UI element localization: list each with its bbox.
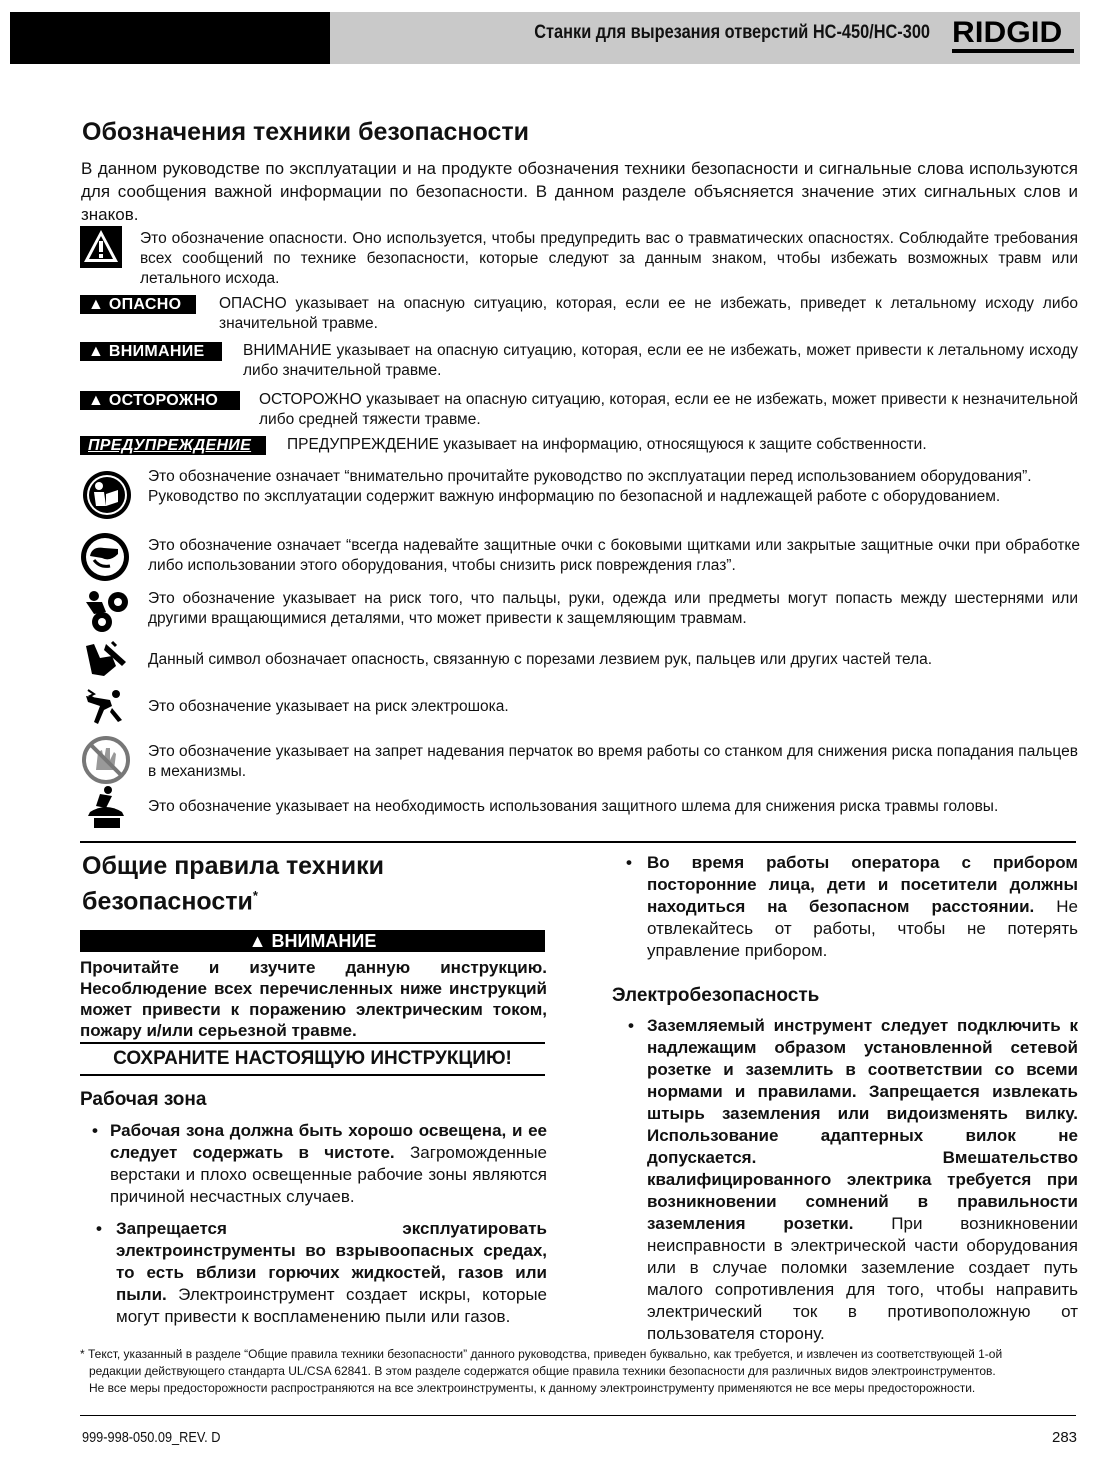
safety-symbols-heading: Обозначения техники безопасности xyxy=(82,118,529,146)
electric-shock-text: Это обозначение указывает на риск электрошока. xyxy=(148,698,509,715)
read-manual-text: Это обозначение означает “внимательно прочитайте руководство по эксплуатации перед использованием оборудования”. Руководство по эксплуатации содержит важную информацию по безопасной и надлежащей работе с оборудованием. xyxy=(148,468,1032,505)
bullet-dot: • xyxy=(92,1121,98,1140)
badge-warning: ▲ ВНИМАНИЕ xyxy=(80,342,222,361)
blade-cut-text: Данный символ обозначает опасность, связанную с порезами лезвием рук, пальцев или других частей тела. xyxy=(148,651,933,668)
footnote: * Текст, указанный в разделе “Общие правила техники безопасности” данного руководства, приведен буквально, как требуется, и извлечен из соответствующей 1-ой редакции действующего стандарта UL/CSA 62841. В этом разделе содержатся общие правила техники безопасности для различных видов электроинструментов. Не все меры предосторожности распространяются на все электроинструменты, к данному электроинструменту применяются не все меры предосторожности. xyxy=(80,1347,1003,1395)
badge-notice: ПРЕДУПРЕЖДЕНИЕ xyxy=(80,436,266,455)
page-number: 283 xyxy=(1052,1429,1078,1446)
footer-divider xyxy=(80,1415,1076,1416)
bullet-dot: • xyxy=(96,1219,102,1238)
read-manual-icon xyxy=(82,470,132,520)
badge-danger: ▲ ОПАСНО xyxy=(80,295,196,314)
work-area-item-2: Запрещается эксплуатировать электроинструменты во взрывоопасных средах, то есть вблизи горючих жидкостей, газов или пыли. Электроинструмент создает искры, которые могут привести к воспламенению пыли или газов. xyxy=(116,1219,547,1326)
general-warning-banner: ▲ ВНИМАНИЕ xyxy=(80,930,545,952)
electrical-heading: Электробезопасность xyxy=(612,985,820,1006)
warning-triangle-icon xyxy=(80,226,122,268)
work-area-heading: Рабочая зона xyxy=(80,1089,207,1110)
save-instructions-box: СОХРАНИТЕ НАСТОЯЩУЮ ИНСТРУКЦИЮ! xyxy=(80,1042,545,1076)
blade-cut-icon xyxy=(82,640,128,680)
work-area-item-1: Рабочая зона должна быть хорошо освещена, и ее следует содержать в чистоте. Загроможденные верстаки и плохо освещенные рабочие зоны являются причиной несчастных случаев. xyxy=(110,1121,547,1206)
general-rules-heading: Общие правила техники безопасности* xyxy=(82,852,385,916)
alert-symbol-text: Это обозначение опасности. Оно используется, чтобы предупредить вас о травматических опасностях. Соблюдайте требования всех сообщений по технике безопасности, которые следуют за данным знаком, чтобы избежать возможных травм или летального исхода. xyxy=(140,230,1078,287)
document-code: 999-998-050.09_REV. D xyxy=(82,1429,221,1446)
safety-intro: В данном руководстве по эксплуатации и на продукте обозначения техники безопасности и сигнальные слова используются для сообщения важной информации по безопасности. В данном разделе объясняется значение этих сигнальных слов и знаков. xyxy=(81,159,1078,224)
header-title: Станки для вырезания отверстий HC-450/HC-300 xyxy=(534,22,930,43)
hard-hat-icon xyxy=(86,786,128,832)
safety-glasses-text: Это обозначение означает “всегда надевайте защитные очки с боковыми щитками или закрытые защитные очки при обработке либо использовании этого оборудования, чтобы снизить риск повреждения глаз”. xyxy=(148,537,1080,574)
ridgid-logo-underline xyxy=(952,49,1074,53)
general-warning-text: Прочитайте и изучите данную инструкцию. Несоблюдение всех перечисленных ниже инструкций может привести к поражению электрическим током, пожару и/или серьезной травме. xyxy=(80,958,547,1040)
badge-caution: ▲ ОСТОРОЖНО xyxy=(80,391,240,410)
no-gloves-text: Это обозначение указывает на запрет надевания перчаток во время работы со станком для снижения риска попадания пальцев в механизмы. xyxy=(148,743,1078,780)
gear-pinch-icon xyxy=(80,588,130,634)
section-divider xyxy=(80,841,1076,843)
notice-text: ПРЕДУПРЕЖДЕНИЕ указывает на информацию, относящуюся к защите собственности. xyxy=(287,436,927,453)
no-gloves-icon xyxy=(82,736,130,784)
safety-glasses-icon xyxy=(80,532,130,582)
caution-text: ОСТОРОЖНО указывает на опасную ситуацию, которая, если ее не избежать, может привести к незначительной либо средней тяжести травме. xyxy=(259,391,1078,428)
ridgid-logo: RIDGID xyxy=(952,16,1063,49)
warning-text: ВНИМАНИЕ указывает на опасную ситуацию, которая, если ее не избежать, может привести к летальному исходу либо значительной травме. xyxy=(243,342,1078,379)
bullet-dot: • xyxy=(626,853,632,872)
bullet-dot: • xyxy=(628,1016,634,1035)
hard-hat-text: Это обозначение указывает на необходимость использования защитного шлема для снижения риска травмы головы. xyxy=(148,798,999,815)
electric-shock-icon xyxy=(82,688,128,728)
header-black-bar xyxy=(10,12,330,64)
bystanders-item: Во время работы оператора с прибором посторонние лица, дети и посетители должны находиться на безопасном расстоянии. Не отвлекайтесь от работы, чтобы не потерять управление прибором. xyxy=(647,853,1078,960)
danger-text: ОПАСНО указывает на опасную ситуацию, которая, если ее не избежать, приведет к летальному исходу либо значительной травме. xyxy=(219,295,1078,332)
gear-pinch-text: Это обозначение указывает на риск того, что пальцы, руки, одежда или предметы могут попасть между шестернями или другими вращающимися деталями, что может привести к защемляющим травмам. xyxy=(148,590,1078,627)
electrical-item-1: Заземляемый инструмент следует подключить к надлежащим образом установленной сетевой розетке и заземлить в соответствии со всеми нормами и правилами. Запрещается извлекать штырь заземления или видоизменять вилку. Использование адаптерных вилок не допускается. Вмешательство квалифицированного электрика требуется при возникновении сомнений в правильности заземления розетки. При возникновении неисправности в электрической части оборудования или в случае поломки заземление создает путь малого сопротивления для того, чтобы направить электрический ток в противоположную от пользователя сторону. xyxy=(647,1016,1078,1343)
